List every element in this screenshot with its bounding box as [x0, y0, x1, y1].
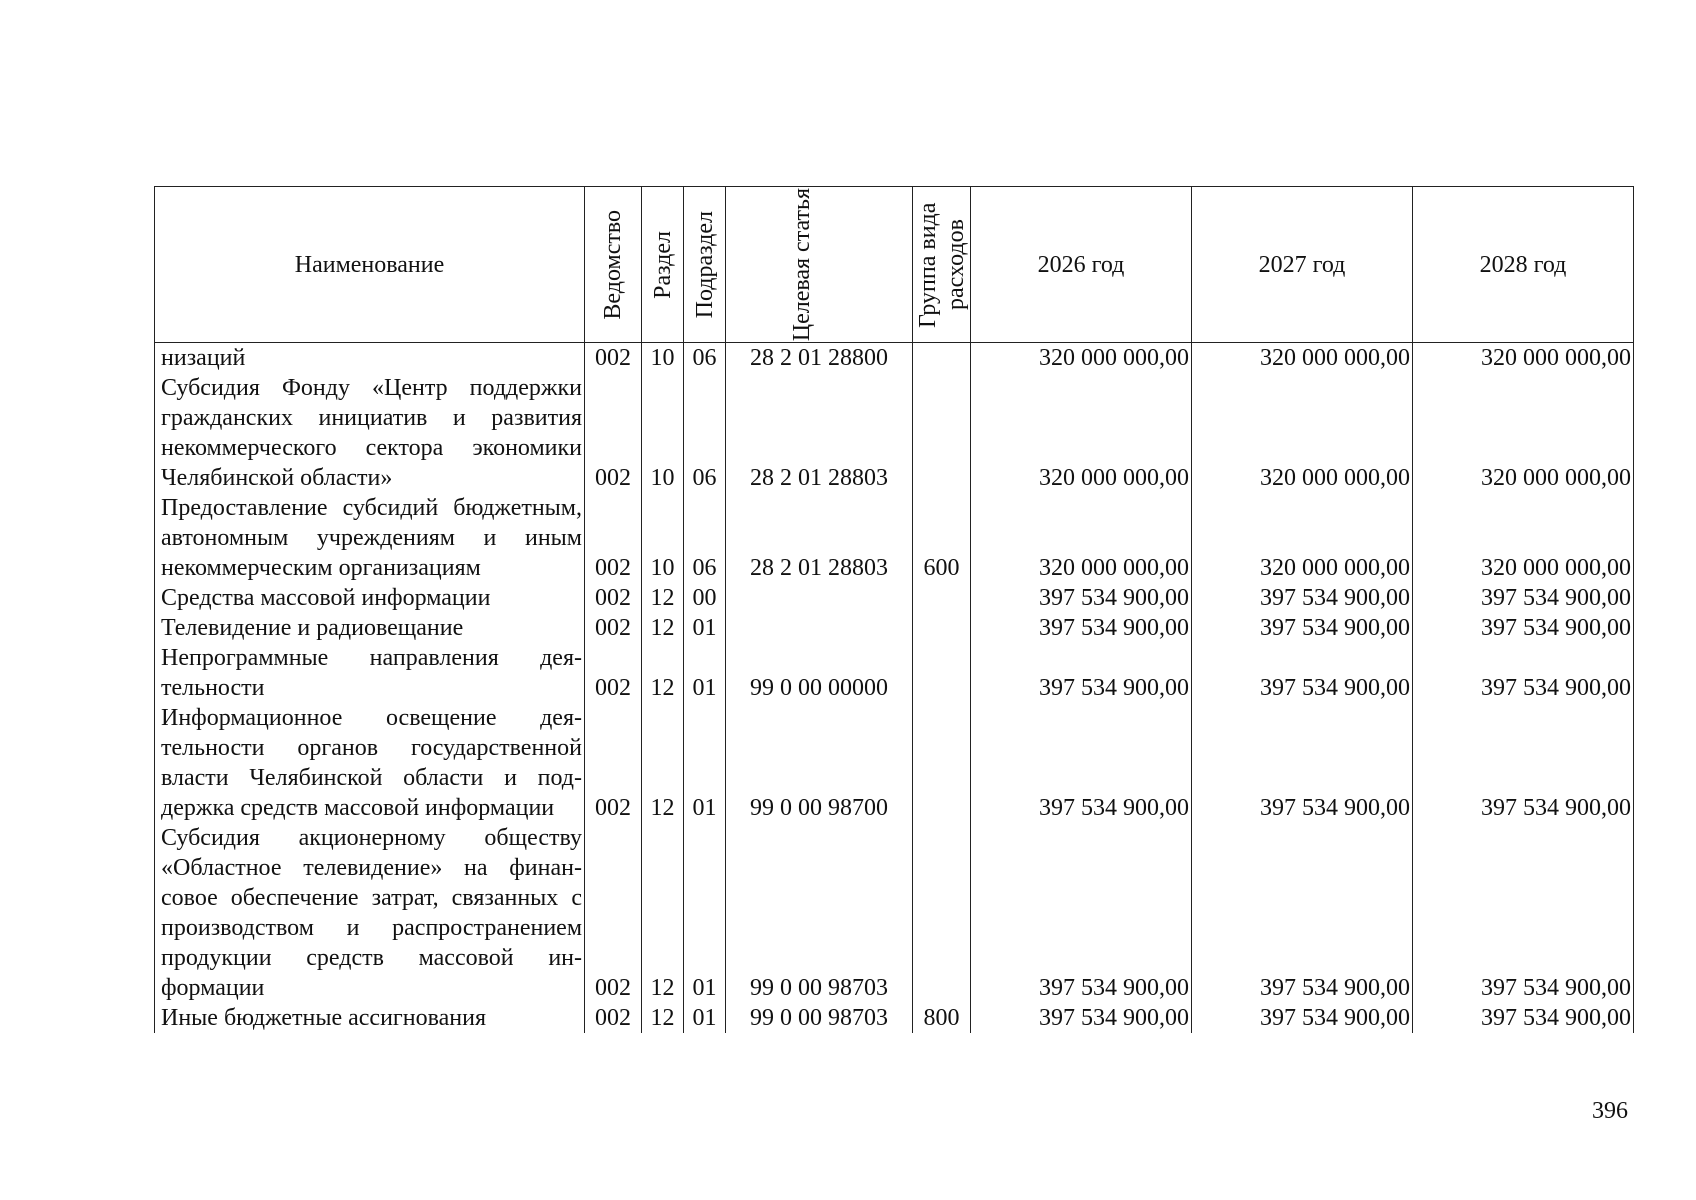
row-gruppa	[913, 643, 971, 703]
row-celevaya-statya: 28 2 01 28803	[726, 373, 913, 493]
header-podrazdel: Подраздел	[684, 187, 726, 343]
header-year-2028: 2028 год	[1413, 187, 1634, 343]
row-gruppa	[913, 343, 971, 374]
table-header-row	[155, 187, 1634, 343]
row-podrazdel: 01	[684, 613, 726, 643]
row-amount-2028: 397 534 900,00	[1413, 643, 1634, 703]
row-vedomstvo: 002	[585, 703, 642, 823]
row-podrazdel: 01	[684, 643, 726, 703]
header-gruppa-vida-rashodov: Группа вида расходов	[913, 187, 971, 343]
row-razdel: 12	[642, 703, 684, 823]
row-amount-2027: 320 000 000,00	[1192, 373, 1413, 493]
budget-table	[154, 186, 1634, 1033]
table-row	[155, 583, 1634, 613]
row-name: Иные бюджетные ассигнования	[155, 1003, 585, 1033]
row-vedomstvo: 002	[585, 1003, 642, 1033]
row-gruppa	[913, 583, 971, 613]
row-gruppa	[913, 823, 971, 1003]
row-razdel: 10	[642, 343, 684, 374]
table-row	[155, 493, 1634, 583]
row-amount-2026: 397 534 900,00	[971, 583, 1192, 613]
page-number: 396	[1592, 1098, 1628, 1124]
row-celevaya-statya: 28 2 01 28803	[726, 493, 913, 583]
row-gruppa	[913, 613, 971, 643]
row-razdel: 12	[642, 583, 684, 613]
row-amount-2028: 397 534 900,00	[1413, 1003, 1634, 1033]
row-podrazdel: 06	[684, 343, 726, 374]
row-celevaya-statya: 99 0 00 98703	[726, 823, 913, 1003]
row-amount-2027: 397 534 900,00	[1192, 703, 1413, 823]
row-vedomstvo: 002	[585, 613, 642, 643]
header-razdel: Раздел	[642, 187, 684, 343]
row-celevaya-statya	[726, 583, 913, 613]
row-amount-2026: 320 000 000,00	[971, 493, 1192, 583]
row-podrazdel: 01	[684, 703, 726, 823]
row-amount-2027: 320 000 000,00	[1192, 493, 1413, 583]
row-podrazdel: 06	[684, 493, 726, 583]
row-amount-2026: 397 534 900,00	[971, 703, 1192, 823]
header-year-2027: 2027 год	[1192, 187, 1413, 343]
row-razdel: 12	[642, 643, 684, 703]
table-row	[155, 613, 1634, 643]
row-name: Информационное освещение деятельности органов государственной власти Челябинской области и поддержка средств массовой информации	[155, 703, 585, 823]
row-podrazdel: 06	[684, 373, 726, 493]
row-amount-2028: 320 000 000,00	[1413, 373, 1634, 493]
row-podrazdel: 01	[684, 1003, 726, 1033]
row-name: Телевидение и радиовещание	[155, 613, 585, 643]
row-amount-2027: 320 000 000,00	[1192, 343, 1413, 374]
table-row	[155, 343, 1634, 374]
row-amount-2027: 397 534 900,00	[1192, 643, 1413, 703]
row-amount-2026: 397 534 900,00	[971, 643, 1192, 703]
row-name: Средства массовой информации	[155, 583, 585, 613]
row-podrazdel: 00	[684, 583, 726, 613]
row-vedomstvo: 002	[585, 373, 642, 493]
row-razdel: 10	[642, 493, 684, 583]
header-name: Наименование	[155, 187, 585, 343]
row-amount-2027: 397 534 900,00	[1192, 613, 1413, 643]
header-year-2026: 2026 год	[971, 187, 1192, 343]
row-vedomstvo: 002	[585, 823, 642, 1003]
row-name: Субсидия Фонду «Центр поддержки гражданских инициатив и развития некоммерческого сектора экономики Челябинской области»	[155, 373, 585, 493]
row-amount-2028: 320 000 000,00	[1413, 343, 1634, 374]
row-name: Субсидия акционерному обществу «Областное телевидение» на финансовое обеспечение затрат, связанных с производством и распространением продукции средств массовой информации	[155, 823, 585, 1003]
row-amount-2027: 397 534 900,00	[1192, 1003, 1413, 1033]
row-celevaya-statya: 99 0 00 00000	[726, 643, 913, 703]
row-amount-2028: 320 000 000,00	[1413, 493, 1634, 583]
row-gruppa	[913, 703, 971, 823]
row-gruppa	[913, 373, 971, 493]
row-name: низаций	[155, 343, 585, 374]
row-razdel: 12	[642, 823, 684, 1003]
row-amount-2028: 397 534 900,00	[1413, 613, 1634, 643]
row-razdel: 10	[642, 373, 684, 493]
row-podrazdel: 01	[684, 823, 726, 1003]
row-celevaya-statya: 28 2 01 28800	[726, 343, 913, 374]
row-amount-2026: 320 000 000,00	[971, 373, 1192, 493]
header-vedomstvo: Ведомство	[585, 187, 642, 343]
table-row	[155, 1003, 1634, 1033]
table-row	[155, 643, 1634, 703]
row-razdel: 12	[642, 613, 684, 643]
row-vedomstvo: 002	[585, 643, 642, 703]
table-row	[155, 823, 1634, 1003]
row-amount-2026: 397 534 900,00	[971, 613, 1192, 643]
row-razdel: 12	[642, 1003, 684, 1033]
row-name: Предоставление субсидий бюджетным, автономным учреждениям и иным некоммерческим организациям	[155, 493, 585, 583]
row-vedomstvo: 002	[585, 343, 642, 374]
row-amount-2028: 397 534 900,00	[1413, 583, 1634, 613]
row-gruppa: 800	[913, 1003, 971, 1033]
row-amount-2026: 397 534 900,00	[971, 1003, 1192, 1033]
row-celevaya-statya: 99 0 00 98700	[726, 703, 913, 823]
row-gruppa: 600	[913, 493, 971, 583]
row-amount-2026: 397 534 900,00	[971, 823, 1192, 1003]
header-celevaya-statya: Целевая статья	[726, 187, 913, 343]
table-row	[155, 703, 1634, 823]
row-amount-2026: 320 000 000,00	[971, 343, 1192, 374]
table-body	[155, 343, 1634, 1034]
row-vedomstvo: 002	[585, 493, 642, 583]
row-celevaya-statya: 99 0 00 98703	[726, 1003, 913, 1033]
row-celevaya-statya	[726, 613, 913, 643]
row-amount-2027: 397 534 900,00	[1192, 823, 1413, 1003]
row-amount-2028: 397 534 900,00	[1413, 703, 1634, 823]
row-vedomstvo: 002	[585, 583, 642, 613]
row-amount-2027: 397 534 900,00	[1192, 583, 1413, 613]
row-amount-2028: 397 534 900,00	[1413, 823, 1634, 1003]
table-row	[155, 373, 1634, 493]
row-name: Непрограммные направления деятельности	[155, 643, 585, 703]
